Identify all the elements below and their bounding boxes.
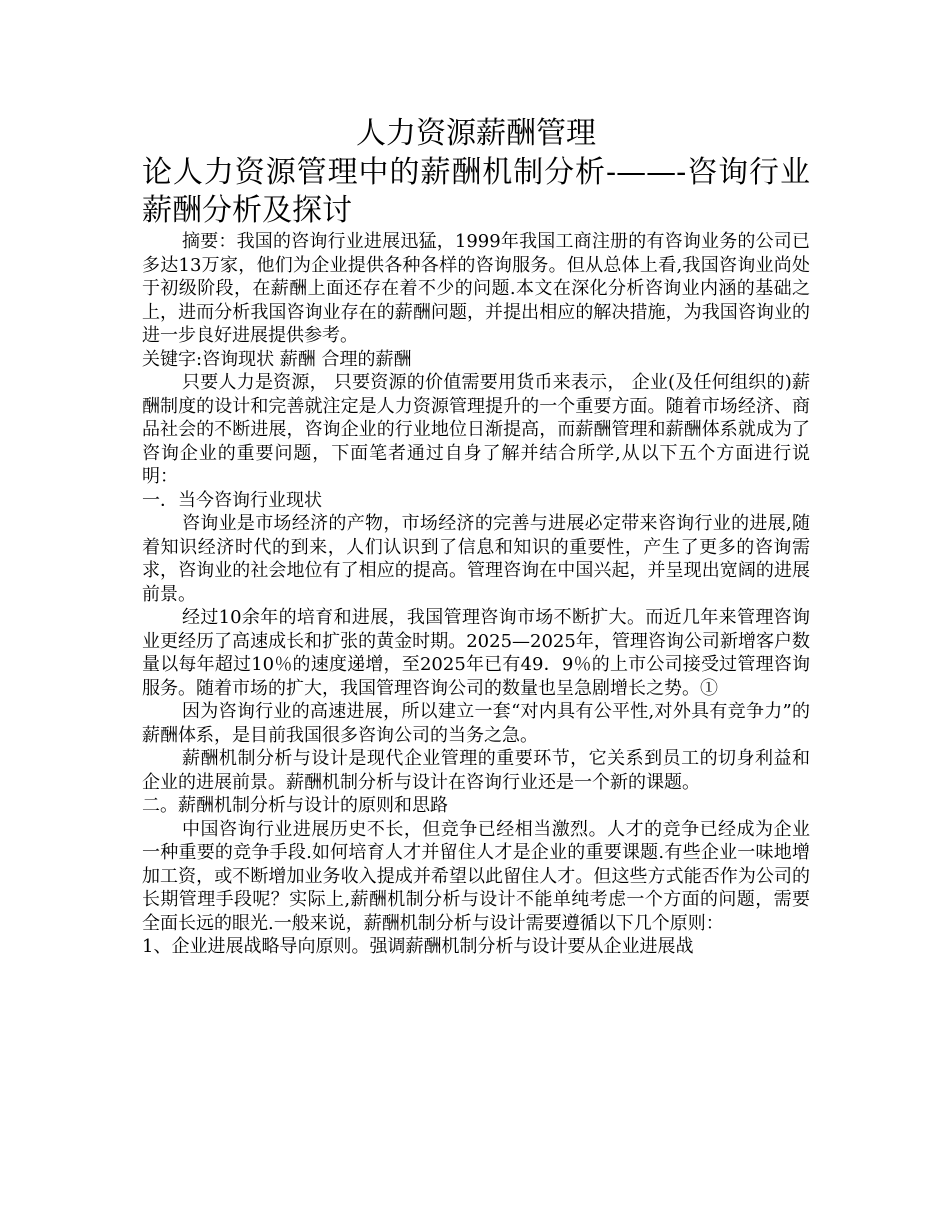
paragraph: 摘要：我国的咨询行业进展迅猛，1999年我国工商注册的有咨询业务的公司已多达13万家，他们为企业提供各种各样的咨询服务。但从总体上看,我国咨询业尚处于初级阶段，在薪酬上面还存在着不少的问题.本文在深化分析咨询业内涵的基础之上，进而分析我国咨询业存在的薪酬问题，并提出相应的解决措施，为我国咨询业的进一步良好进展提供参考。 <box>142 231 810 346</box>
document-title: 人力资源薪酬管理 <box>356 116 596 151</box>
document-body <box>142 230 810 959</box>
paragraph: 只要人力是资源， 只要资源的价值需要用货币来表示， 企业(及任何组织的)薪酬制度的设计和完善就注定是人力资源管理提升的一个重要方面。随着市场经济、商品社会的不断进展，咨询企业的行业地位日渐提高，而薪酬管理和薪酬体系就成为了咨询企业的重要问题，下面笔者通过自身了解并结合所学,从以下五个方面进行说明： <box>142 372 810 487</box>
paragraph: 咨询业是市场经济的产物，市场经济的完善与进展必定带来咨询行业的进展,随着知识经济时代的到来，人们认识到了信息和知识的重要性，产生了更多的咨询需求，咨询业的社会地位有了相应的提高。管理咨询在中国兴起，并呈现出宽阔的进展前景。 <box>142 513 810 605</box>
document-subtitle: 论人力资源管理中的薪酬机制分析-——-咨询行业薪酬分析及探讨 <box>142 155 810 228</box>
paragraph: 关键字:咨询现状 薪酬 合理的薪酬 <box>142 348 412 370</box>
paragraph: 一．当今咨询行业现状 <box>142 489 322 511</box>
paragraph: 经过10余年的培育和进展，我国管理咨询市场不断扩大。而近几年来管理咨询业更经历了高速成长和扩张的黄金时期。2025—2025年，管理咨询公司新增客户数量以每年超过10％的速度递增，至2025年已有49．9％的上市公司接受过管理咨询服务。随着市场的扩大，我国管理咨询公司的数量也呈急剧增长之势。① <box>142 607 810 699</box>
paragraph: 薪酬机制分析与设计是现代企业管理的重要环节，它关系到员工的切身利益和企业的进展前景。薪酬机制分析与设计在咨询行业还是一个新的课题。 <box>142 748 810 793</box>
document-page <box>142 116 810 959</box>
paragraph: 中国咨询行业进展历史不长，但竞争已经相当激烈。人才的竞争已经成为企业一种重要的竞争手段.如何培育人才并留住人才是企业的重要课题.有些企业一味地增加工资，或不断增加业务收入提成并希望以此留住人才。但这些方式能否作为公司的长期管理手段呢？实际上,薪酬机制分析与设计不能单纯考虑一个方面的问题，需要全面长远的眼光.一般来说，薪酬机制分析与设计需要遵循以下几个原则： <box>142 818 810 934</box>
paragraph: 二。薪酬机制分析与设计的原则和思路 <box>142 795 448 816</box>
paragraph: 1、企业进展战略导向原则。强调薪酬机制分析与设计要从企业进展战 <box>142 936 694 957</box>
paragraph: 因为咨询行业的高速进展，所以建立一套“对内具有公平性,对外具有竞争力”的薪酬体系，是目前我国很多咨询公司的当务之急。 <box>142 701 810 746</box>
